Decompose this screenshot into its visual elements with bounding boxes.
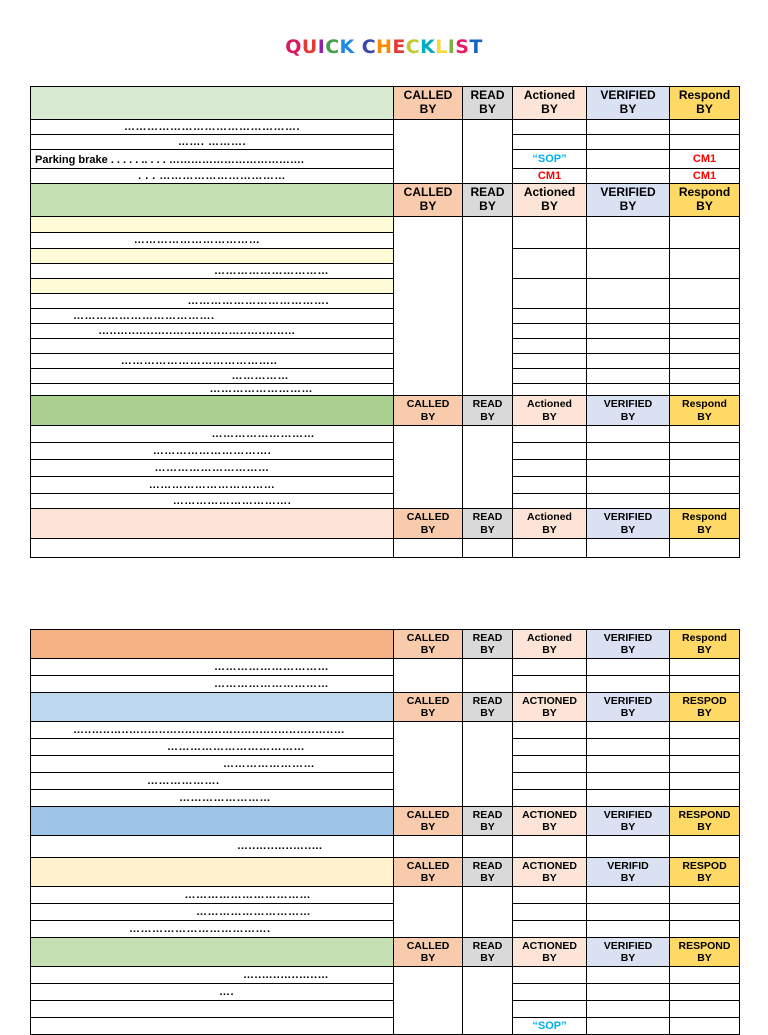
- actioned-by-cell[interactable]: [513, 722, 587, 739]
- checklist-row[interactable]: [31, 384, 740, 396]
- respond-by-cell[interactable]: [670, 309, 740, 324]
- checklist-item-label: [31, 217, 394, 233]
- verified-by-cell[interactable]: [587, 354, 670, 369]
- actioned-by-cell[interactable]: [513, 739, 587, 756]
- checklist-row[interactable]: [31, 309, 740, 324]
- checklist-item-label: [31, 279, 394, 294]
- checklist-row[interactable]: [31, 460, 740, 477]
- title-letter: T: [469, 36, 483, 58]
- verified-by-cell[interactable]: [587, 339, 670, 354]
- checklist-row[interactable]: [31, 354, 740, 369]
- header-verified-by: VERIFIED BY: [587, 693, 670, 722]
- checklist-item-label: …..…..…..…..…..…..…..…..…..…..…..…..…..…..…: [31, 722, 394, 739]
- checklist-item-label: ……………………………….: [31, 921, 394, 938]
- respond-by-cell[interactable]: [670, 135, 740, 150]
- checklist-item-label: [31, 1001, 394, 1018]
- checklist-row[interactable]: [31, 135, 740, 150]
- respond-by-cell[interactable]: [670, 249, 740, 279]
- read-by-cell[interactable]: [463, 217, 513, 396]
- section-header-row: [31, 396, 740, 426]
- title-letter: I: [317, 36, 326, 58]
- checklist-item-label: ……………………………….: [31, 309, 394, 324]
- checklist-row[interactable]: [31, 790, 740, 807]
- checklist-table-1: [30, 86, 740, 558]
- verified-by-cell[interactable]: [587, 984, 670, 1001]
- actioned-by-cell[interactable]: [513, 836, 587, 858]
- respond-by-cell[interactable]: [670, 1018, 740, 1035]
- section-header-label: [31, 396, 394, 426]
- read-by-cell[interactable]: [463, 887, 513, 938]
- checklist-item-label: ….: [31, 984, 394, 1001]
- checklist-item-label: ……………………………: [31, 233, 394, 249]
- checklist-row[interactable]: [31, 443, 740, 460]
- checklist-item-label: ………………………….: [31, 443, 394, 460]
- verified-by-cell[interactable]: [587, 494, 670, 509]
- checklist-item-label: [31, 339, 394, 354]
- header-called-by: CALLED BY: [394, 396, 463, 426]
- sop-note: “SOP”: [513, 150, 587, 169]
- respond-by-cell[interactable]: [670, 1001, 740, 1018]
- verified-by-cell[interactable]: [587, 790, 670, 807]
- verified-by-cell[interactable]: [587, 756, 670, 773]
- checklist-item-label: ……………………………….: [31, 294, 394, 309]
- verified-by-cell[interactable]: [587, 460, 670, 477]
- checklist-item-label: ………………………………: [31, 739, 394, 756]
- header-read-by: READ BY: [463, 693, 513, 722]
- actioned-by-cell[interactable]: [513, 477, 587, 494]
- checklist-item-label: [31, 1018, 394, 1035]
- verified-by-cell[interactable]: [587, 1001, 670, 1018]
- actioned-by-cell[interactable]: [513, 217, 587, 249]
- verified-by-cell[interactable]: [587, 659, 670, 676]
- checklist-row[interactable]: [31, 722, 740, 739]
- checklist-item-label: …………………………: [31, 264, 394, 279]
- actioned-by-cell[interactable]: [513, 384, 587, 396]
- checklist-row[interactable]: [31, 921, 740, 938]
- section-header-label: [31, 509, 394, 539]
- respond-by-cell[interactable]: [670, 921, 740, 938]
- actioned-by-cell[interactable]: [513, 676, 587, 693]
- title-letter: E: [392, 36, 406, 58]
- header-verified-by: VERIFIED BY: [587, 807, 670, 836]
- section-header-row: [31, 858, 740, 887]
- actioned-by-cell[interactable]: [513, 426, 587, 443]
- checklist-item-label: …………………………: [31, 676, 394, 693]
- title-letter: K: [339, 36, 355, 58]
- section-header-row: [31, 184, 740, 217]
- header-called-by: CALLED BY: [394, 807, 463, 836]
- header-respond-by: Respond BY: [670, 509, 740, 539]
- checklist-item-label: …..…..…..…..…..…..…..…..…..…..…: [31, 324, 394, 339]
- actioned-by-cell[interactable]: [513, 756, 587, 773]
- actioned-by-cell[interactable]: [513, 773, 587, 790]
- checklist-item-label: ……………………………………….: [31, 120, 394, 135]
- respond-by-cell[interactable]: [670, 967, 740, 984]
- checklist-row[interactable]: [31, 1018, 740, 1035]
- verified-by-cell[interactable]: [587, 887, 670, 904]
- read-by-cell[interactable]: [463, 659, 513, 693]
- verified-by-cell[interactable]: [587, 967, 670, 984]
- actioned-by-cell[interactable]: [513, 887, 587, 904]
- respond-by-cell[interactable]: [670, 984, 740, 1001]
- called-by-cell[interactable]: [394, 426, 463, 509]
- respond-by-cell[interactable]: [670, 120, 740, 135]
- respond-by-cell[interactable]: [670, 460, 740, 477]
- header-called-by: CALLED BY: [394, 87, 463, 120]
- header-actioned-by: Actioned BY: [513, 87, 587, 120]
- checklist-row[interactable]: [31, 887, 740, 904]
- checklist-row[interactable]: [31, 494, 740, 509]
- header-verified-by: VERIFIED BY: [587, 87, 670, 120]
- actioned-by-cell[interactable]: [513, 324, 587, 339]
- verified-by-cell[interactable]: [587, 135, 670, 150]
- actioned-by-cell[interactable]: [513, 984, 587, 1001]
- header-read-by: READ BY: [463, 184, 513, 217]
- checklist-item-label: …………………………: [31, 460, 394, 477]
- verified-by-cell[interactable]: [587, 477, 670, 494]
- respond-by-cell[interactable]: [670, 324, 740, 339]
- verified-by-cell[interactable]: [587, 120, 670, 135]
- checklist-item-label: ……………………………: [31, 477, 394, 494]
- checklist-item-label: …………………………………..: [31, 354, 394, 369]
- header-verified-by: VERIFIED BY: [587, 938, 670, 967]
- title-letter: C: [405, 36, 421, 58]
- section-header-row: [31, 630, 740, 659]
- checklist-row[interactable]: [31, 150, 740, 169]
- checklist-row[interactable]: [31, 339, 740, 354]
- title-letter: K: [420, 36, 436, 58]
- checklist-row[interactable]: [31, 756, 740, 773]
- section-header-row: [31, 807, 740, 836]
- section-header-row: [31, 509, 740, 539]
- checklist-row[interactable]: [31, 120, 740, 135]
- respond-by-cell[interactable]: [670, 354, 740, 369]
- checklist-row[interactable]: [31, 1001, 740, 1018]
- checklist-item-label: …..…..…..…..…: [31, 836, 394, 858]
- called-by-cell[interactable]: [394, 217, 463, 396]
- checklist-row[interactable]: [31, 369, 740, 384]
- actioned-by-cell[interactable]: [513, 494, 587, 509]
- actioned-by-cell[interactable]: [513, 460, 587, 477]
- read-by-cell[interactable]: [463, 836, 513, 858]
- checklist-row[interactable]: [31, 539, 740, 558]
- read-by-cell[interactable]: [463, 722, 513, 807]
- read-by-cell[interactable]: [463, 426, 513, 509]
- verified-by-cell[interactable]: [587, 169, 670, 184]
- respond-by-cell[interactable]: [670, 887, 740, 904]
- verified-by-cell[interactable]: [587, 279, 670, 309]
- header-respond-by: RESPOD BY: [670, 858, 740, 887]
- actioned-by-cell[interactable]: [513, 249, 587, 279]
- verified-by-cell[interactable]: [587, 384, 670, 396]
- checklist-item-label: …………………………: [31, 659, 394, 676]
- checklist-item-label: …..…..…..…..…: [31, 967, 394, 984]
- checklist-row[interactable]: [31, 676, 740, 693]
- section-header-row: [31, 87, 740, 120]
- verified-by-cell[interactable]: [587, 217, 670, 249]
- header-called-by: CALLED BY: [394, 858, 463, 887]
- respond-by-cell[interactable]: [670, 384, 740, 396]
- actioned-by-cell[interactable]: [513, 354, 587, 369]
- section-header-label: [31, 858, 394, 887]
- header-verified-by: VERIFIED BY: [587, 509, 670, 539]
- verified-by-cell[interactable]: [587, 369, 670, 384]
- section-header-label: [31, 938, 394, 967]
- verified-by-cell[interactable]: [587, 309, 670, 324]
- header-respond-by: Respond BY: [670, 87, 740, 120]
- actioned-by-cell[interactable]: [513, 369, 587, 384]
- section-header-label: [31, 184, 394, 217]
- respond-by-cell[interactable]: [670, 426, 740, 443]
- verified-by-cell[interactable]: [587, 539, 670, 558]
- section-header-row: [31, 938, 740, 967]
- title-letter: C: [361, 36, 377, 58]
- actioned-by-cell[interactable]: [513, 921, 587, 938]
- section-header-row: [31, 693, 740, 722]
- respond-by-cell[interactable]: [670, 836, 740, 858]
- respond-by-cell[interactable]: [670, 756, 740, 773]
- checklist-row[interactable]: [31, 773, 740, 790]
- header-read-by: READ BY: [463, 630, 513, 659]
- checklist-row[interactable]: [31, 836, 740, 858]
- checklist-item-label: [31, 539, 394, 558]
- header-called-by: CALLED BY: [394, 630, 463, 659]
- actioned-by-cell[interactable]: [513, 443, 587, 460]
- header-actioned-by: ACTIONED BY: [513, 693, 587, 722]
- header-read-by: READ BY: [463, 807, 513, 836]
- header-actioned-by: Actioned BY: [513, 396, 587, 426]
- sop-note: “SOP”: [513, 1018, 587, 1035]
- respond-by-cell[interactable]: [670, 659, 740, 676]
- title-letter: I: [447, 36, 456, 58]
- checklist-row[interactable]: [31, 904, 740, 921]
- actioned-by-cell[interactable]: [513, 135, 587, 150]
- read-by-cell[interactable]: [463, 120, 513, 184]
- header-actioned-by: ACTIONED BY: [513, 858, 587, 887]
- respond-by-cell[interactable]: [670, 279, 740, 309]
- header-respond-by: Respond BY: [670, 184, 740, 217]
- checklist-row[interactable]: [31, 984, 740, 1001]
- checklist-row[interactable]: [31, 739, 740, 756]
- actioned-by-cell[interactable]: [513, 309, 587, 324]
- actioned-by-cell[interactable]: [513, 539, 587, 558]
- header-actioned-by: ACTIONED BY: [513, 807, 587, 836]
- verified-by-cell[interactable]: [587, 773, 670, 790]
- verified-by-cell[interactable]: [587, 836, 670, 858]
- actioned-by-cell[interactable]: [513, 967, 587, 984]
- read-by-cell[interactable]: [463, 967, 513, 1035]
- page-title: [0, 36, 768, 58]
- checklist-row[interactable]: [31, 324, 740, 339]
- cm1-actioned: CM1: [513, 169, 587, 184]
- section-header-label: [31, 693, 394, 722]
- header-respond-by: RESPOND BY: [670, 807, 740, 836]
- section-header-label: [31, 630, 394, 659]
- actioned-by-cell[interactable]: [513, 790, 587, 807]
- header-actioned-by: ACTIONED BY: [513, 938, 587, 967]
- checklist-item-label: . . . ……………………………: [31, 169, 394, 184]
- title-letter: U: [301, 36, 318, 58]
- actioned-by-cell[interactable]: [513, 339, 587, 354]
- checklist-row[interactable]: [31, 249, 740, 264]
- header-read-by: READ BY: [463, 858, 513, 887]
- actioned-by-cell[interactable]: [513, 659, 587, 676]
- header-verified-by: VERIFIED BY: [587, 184, 670, 217]
- checklist-row[interactable]: [31, 169, 740, 184]
- checklist-item-label: ………………………: [31, 384, 394, 396]
- header-respond-by: RESPOD BY: [670, 693, 740, 722]
- header-called-by: CALLED BY: [394, 693, 463, 722]
- called-by-cell[interactable]: [394, 120, 463, 184]
- checklist-item-label: ……………….: [31, 773, 394, 790]
- checklist-item-label: ……………………: [31, 790, 394, 807]
- title-letter: C: [325, 36, 340, 58]
- header-read-by: READ BY: [463, 396, 513, 426]
- actioned-by-cell[interactable]: [513, 279, 587, 309]
- title-letter: [355, 36, 362, 58]
- header-actioned-by: Actioned BY: [513, 509, 587, 539]
- respond-by-cell[interactable]: [670, 539, 740, 558]
- called-by-cell[interactable]: [394, 539, 463, 558]
- verified-by-cell[interactable]: [587, 249, 670, 279]
- verified-by-cell[interactable]: [587, 426, 670, 443]
- checklist-item-label: ……………………………: [31, 887, 394, 904]
- checklist-item-label: ……………: [31, 369, 394, 384]
- header-called-by: CALLED BY: [394, 938, 463, 967]
- respond-by-cell[interactable]: [670, 494, 740, 509]
- section-header-label: [31, 807, 394, 836]
- cm1-respond: CM1: [670, 150, 740, 169]
- checklist-item-label: …………………………: [31, 904, 394, 921]
- respond-by-cell[interactable]: [670, 477, 740, 494]
- read-by-cell[interactable]: [463, 539, 513, 558]
- header-verified-by: VERIFIED BY: [587, 630, 670, 659]
- checklist-table-2: [30, 629, 740, 1035]
- verified-by-cell[interactable]: [587, 443, 670, 460]
- verified-by-cell[interactable]: [587, 722, 670, 739]
- respond-by-cell[interactable]: [670, 676, 740, 693]
- respond-by-cell[interactable]: [670, 722, 740, 739]
- checklist-item-label: ……. ……….: [31, 135, 394, 150]
- called-by-cell[interactable]: [394, 722, 463, 807]
- respond-by-cell[interactable]: [670, 773, 740, 790]
- verified-by-cell[interactable]: [587, 1018, 670, 1035]
- header-respond-by: Respond BY: [670, 630, 740, 659]
- header-read-by: READ BY: [463, 87, 513, 120]
- actioned-by-cell[interactable]: [513, 1001, 587, 1018]
- title-letter: S: [455, 36, 470, 58]
- section-header-label: [31, 87, 394, 120]
- header-read-by: READ BY: [463, 509, 513, 539]
- checklist-row[interactable]: [31, 217, 740, 233]
- called-by-cell[interactable]: [394, 967, 463, 1035]
- verified-by-cell[interactable]: [587, 921, 670, 938]
- actioned-by-cell[interactable]: [513, 904, 587, 921]
- actioned-by-cell[interactable]: [513, 120, 587, 135]
- respond-by-cell[interactable]: [670, 790, 740, 807]
- cm1-respond: CM1: [670, 169, 740, 184]
- checklist-item-label: ………………………: [31, 426, 394, 443]
- header-respond-by: RESPOND BY: [670, 938, 740, 967]
- checklist-item-label: [31, 249, 394, 264]
- header-called-by: CALLED BY: [394, 509, 463, 539]
- called-by-cell[interactable]: [394, 659, 463, 693]
- checklist-row[interactable]: [31, 279, 740, 294]
- verified-by-cell[interactable]: [587, 150, 670, 169]
- header-actioned-by: Actioned BY: [513, 184, 587, 217]
- called-by-cell[interactable]: [394, 836, 463, 858]
- respond-by-cell[interactable]: [670, 443, 740, 460]
- header-verified-by: VERIFIED BY: [587, 396, 670, 426]
- checklist-row[interactable]: [31, 477, 740, 494]
- respond-by-cell[interactable]: [670, 217, 740, 249]
- checklist-row[interactable]: [31, 659, 740, 676]
- checklist-row[interactable]: [31, 426, 740, 443]
- verified-by-cell[interactable]: [587, 739, 670, 756]
- verified-by-cell[interactable]: [587, 676, 670, 693]
- header-verified-by: VERIFID BY: [587, 858, 670, 887]
- checklist-row[interactable]: [31, 967, 740, 984]
- checklist-item-label: Parking brake . . . . . .. . . . ……………………………….: [31, 150, 394, 169]
- respond-by-cell[interactable]: [670, 339, 740, 354]
- respond-by-cell[interactable]: [670, 904, 740, 921]
- header-called-by: CALLED BY: [394, 184, 463, 217]
- checklist-item-label: ………………………….: [31, 494, 394, 509]
- title-letter: Q: [285, 36, 302, 58]
- respond-by-cell[interactable]: [670, 739, 740, 756]
- checklist-item-label: ……………………: [31, 756, 394, 773]
- verified-by-cell[interactable]: [587, 324, 670, 339]
- title-letter: L: [435, 36, 448, 58]
- header-read-by: READ BY: [463, 938, 513, 967]
- respond-by-cell[interactable]: [670, 369, 740, 384]
- called-by-cell[interactable]: [394, 887, 463, 938]
- header-respond-by: Respond BY: [670, 396, 740, 426]
- header-actioned-by: Actioned BY: [513, 630, 587, 659]
- title-letter: H: [376, 36, 393, 58]
- verified-by-cell[interactable]: [587, 904, 670, 921]
